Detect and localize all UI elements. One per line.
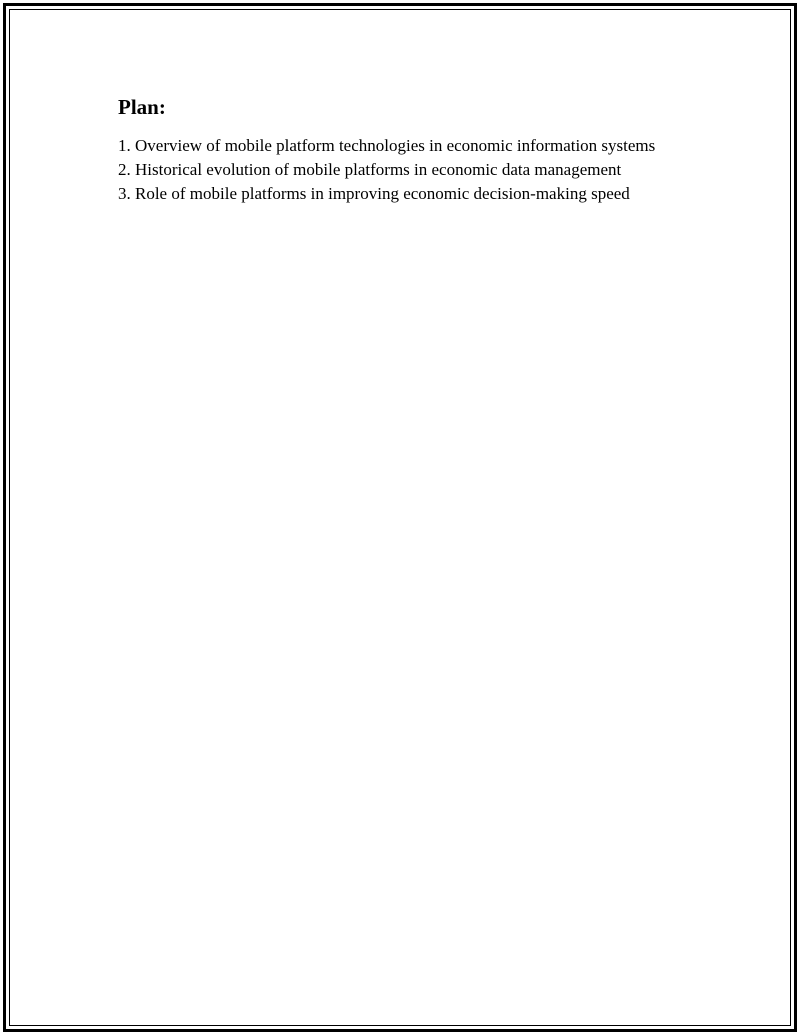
page-content [118,94,688,206]
plan-list [118,134,688,206]
plan-item-2: 2. Historical evolution of mobile platforms in economic data management [118,160,622,179]
plan-item-1: 1. Overview of mobile platform technologies in economic information systems [118,136,656,155]
plan-item-3: 3. Role of mobile platforms in improving economic decision-making speed [118,184,630,203]
plan-heading: Plan: [118,95,166,119]
